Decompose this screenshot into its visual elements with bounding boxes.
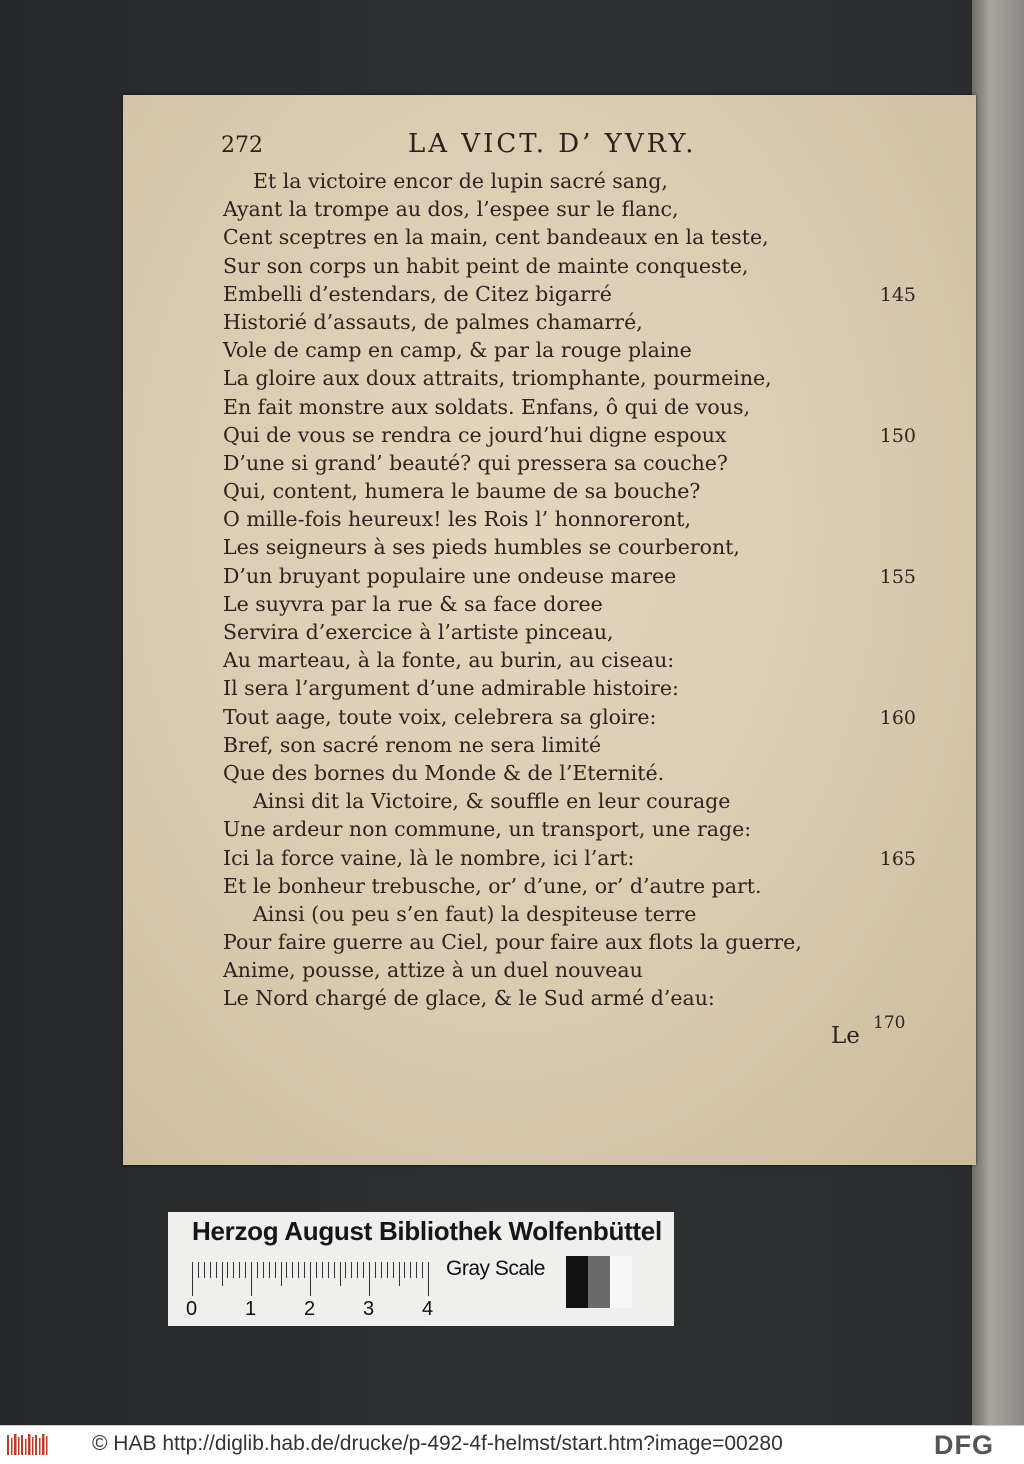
verse-line: Pour faire guerre au Ciel, pour faire aux flots la guerre, [223, 930, 802, 955]
gray-swatch [588, 1256, 610, 1308]
ruler-tick [227, 1262, 228, 1278]
card-title: Herzog August Bibliothek Wolfenbüttel [192, 1216, 662, 1246]
ruler-tick [304, 1262, 305, 1278]
ruler-tick [275, 1262, 276, 1278]
ruler-tick [245, 1262, 246, 1278]
footer-bar [0, 1425, 1024, 1464]
ruler-tick [316, 1262, 317, 1278]
ruler-number: 3 [363, 1298, 375, 1320]
book-page [123, 95, 976, 1165]
ruler-tick [286, 1262, 287, 1278]
catchword: Le [831, 1023, 860, 1049]
ruler-tick [233, 1262, 234, 1278]
ruler-tick [357, 1262, 358, 1278]
ruler-tick [345, 1262, 346, 1278]
ruler-tick [328, 1262, 329, 1278]
verse-line: Servira d’exercice à l’artiste pinceau, [223, 620, 614, 644]
footer-copyright-link[interactable]: © HAB http://diglib.hab.de/drucke/p-492-4f-helmst/start.htm?image=00280 [92, 1432, 783, 1455]
ruler-number: 4 [422, 1298, 434, 1320]
ruler-tick [351, 1262, 352, 1278]
verse-line: Et la victoire encor de lupin sacré sang, [253, 169, 668, 193]
ruler-tick [393, 1262, 394, 1278]
ruler-number: 0 [186, 1298, 198, 1320]
verse-line: Ainsi (ou peu s’en faut) la despiteuse terre [253, 901, 697, 926]
ruler-tick [198, 1262, 199, 1278]
page-number: 272 [221, 133, 263, 158]
ruler-tick [363, 1262, 364, 1278]
verse-line: Cent sceptres en la main, cent bandeaux en la teste, [223, 225, 769, 250]
verse-line: Embelli d’estendars, de Citez bigarré [223, 281, 612, 306]
ruler-tick [404, 1262, 405, 1278]
line-number-150: 150 [879, 424, 916, 447]
ruler-tick [322, 1262, 323, 1278]
ruler-tick [263, 1262, 264, 1278]
running-title: LA VICT. D’ YVRY. [408, 129, 697, 159]
verse-line: Ayant la trompe au dos, l’espee sur le flanc, [223, 197, 679, 222]
verse-line: Ainsi dit la Victoire, & souffle en leur courage [253, 789, 731, 814]
verse-line: Le Nord chargé de glace, & le Sud armé d’eau: [223, 986, 715, 1011]
ruler-tick [239, 1262, 240, 1278]
ruler-tick [381, 1262, 382, 1278]
verse-line: Sur son corps un habit peint de mainte conqueste, [223, 253, 749, 278]
verse-line: Les seigneurs à ses pieds humbles se courberont, [223, 535, 740, 560]
ruler-tick [399, 1262, 400, 1286]
verse-block [223, 167, 823, 1013]
verse-line: Tout aage, toute voix, celebrera sa gloire: [223, 704, 657, 729]
ruler-tick [422, 1262, 423, 1278]
verse-line: Qui, content, humera le baume de sa bouche? [223, 479, 701, 504]
ruler-number: 1 [245, 1298, 257, 1320]
running-head [123, 127, 976, 161]
ruler-tick [257, 1262, 258, 1278]
verse-line: D’un bruyant populaire une ondeuse maree [223, 563, 677, 588]
verse-line: Il sera l’argument d’une admirable histoire: [223, 676, 679, 701]
ruler-tick [340, 1262, 341, 1286]
gray-scale-label: Gray Scale [446, 1257, 545, 1280]
gray-swatch [610, 1256, 632, 1308]
ruler-tick [428, 1262, 429, 1296]
line-number-165: 165 [879, 847, 916, 870]
verse-line: O mille-fois heureux! les Rois l’ honnoreront, [223, 507, 692, 532]
dfg-logo: DFG [934, 1430, 994, 1460]
line-number-170: 170 [873, 1013, 906, 1033]
line-number-145: 145 [879, 283, 916, 306]
ruler-tick [281, 1262, 282, 1286]
verse-line: Qui de vous se rendra ce jourd’hui digne espoux [223, 422, 727, 447]
verse-line: Ici la force vaine, là le nombre, ici l’art: [223, 845, 635, 870]
ruler-tick [216, 1262, 217, 1278]
verse-line: Une ardeur non commune, un transport, une rage: [223, 817, 752, 842]
ruler-tick [310, 1262, 311, 1296]
ruler-tick [222, 1262, 223, 1286]
ruler-tick [410, 1262, 411, 1278]
verse-line: En fait monstre aux soldats. Enfans, ô qui de vous, [223, 394, 750, 419]
gray-swatch [566, 1256, 588, 1308]
verse-line: Et le bonheur trebusche, or’ d’une, or’ d’autre part. [223, 873, 762, 898]
verse-line: Au marteau, à la fonte, au burin, au ciseau: [223, 648, 675, 673]
ruler-tick [292, 1262, 293, 1278]
ruler-tick [269, 1262, 270, 1278]
verse-line: D’une si grand’ beauté? qui pressera sa couche? [223, 450, 728, 475]
ruler-tick [298, 1262, 299, 1278]
ruler-tick [416, 1262, 417, 1278]
verse-line: Anime, pousse, attize à un duel nouveau [223, 958, 643, 983]
verse-line: Vole de camp en camp, & par la rouge plaine [223, 338, 692, 363]
ruler-tick [204, 1262, 205, 1278]
verse-line: Que des bornes du Monde & de l’Eternité. [223, 760, 665, 785]
adjacent-page-edge [972, 0, 1024, 1425]
ruler-number: 2 [304, 1298, 316, 1320]
line-number-155: 155 [879, 565, 916, 588]
ruler-tick [387, 1262, 388, 1278]
ruler-tick [375, 1262, 376, 1278]
ruler-tick [334, 1262, 335, 1278]
ruler-tick [369, 1262, 370, 1296]
ruler-tick [210, 1262, 211, 1278]
color-reference-card [168, 1212, 674, 1326]
verse-line: Le suyvra par la rue & sa face doree [223, 591, 603, 616]
hab-barcode-logo-icon [6, 1432, 48, 1458]
verse-line: Bref, son sacré renom ne sera limité [223, 732, 602, 757]
verse-line: Historié d’assauts, de palmes chamarré, [223, 309, 643, 334]
verse-line: La gloire aux doux attraits, triomphante, pourmeine, [223, 366, 772, 391]
ruler-tick [251, 1262, 252, 1296]
measurement-ruler [192, 1262, 432, 1296]
line-number-160: 160 [879, 706, 916, 729]
ruler-tick [192, 1262, 193, 1296]
